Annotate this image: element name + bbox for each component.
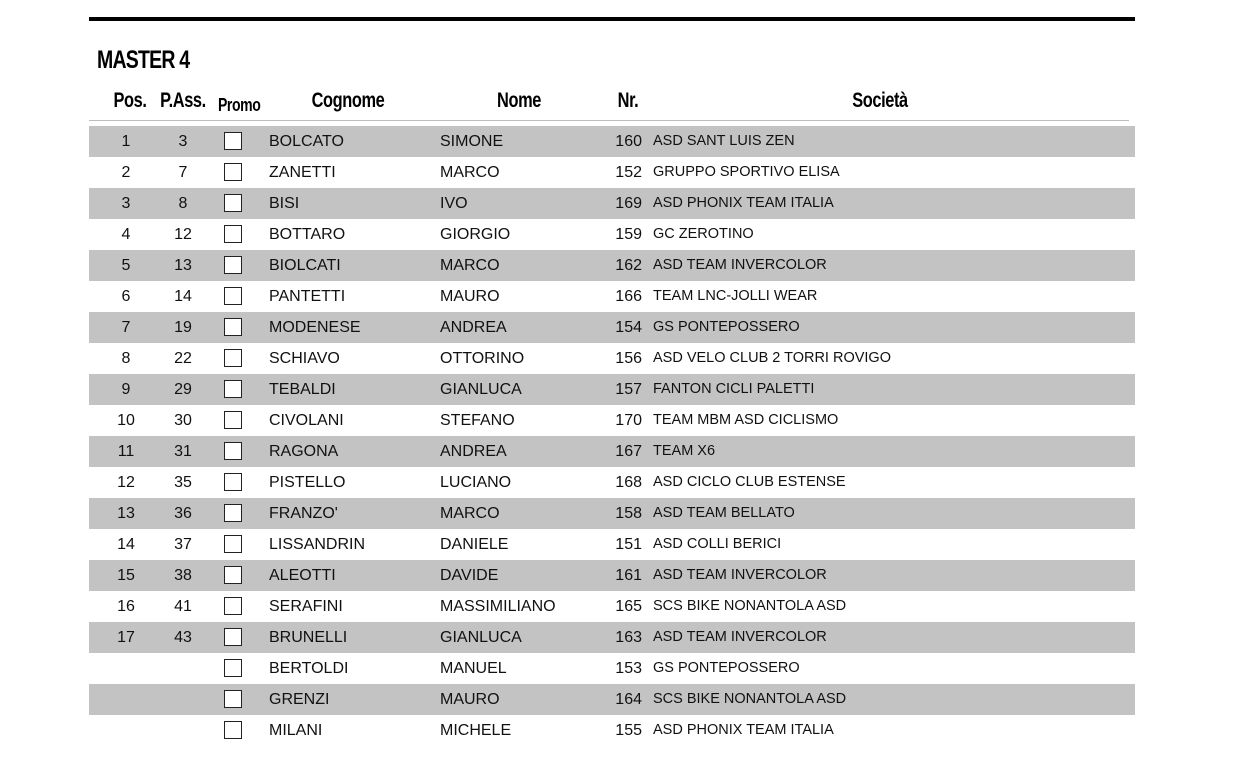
name-cell: GIANLUCA	[440, 629, 522, 646]
assoluto-position-cell	[163, 715, 203, 746]
name-cell: STEFANO	[440, 412, 515, 429]
header-cognome: Cognome	[311, 89, 385, 112]
surname-cell: ZANETTI	[269, 164, 336, 181]
bib-number-cell: 157	[615, 381, 642, 398]
team-cell: TEAM X6	[653, 443, 716, 459]
surname-cell: RAGONA	[269, 443, 339, 460]
bib-number-cell: 156	[615, 350, 642, 367]
team-cell: GS PONTEPOSSERO	[653, 319, 800, 335]
position-cell	[106, 653, 146, 684]
promo-checkbox[interactable]	[224, 225, 242, 243]
name-cell: MARCO	[440, 164, 500, 181]
position-cell	[106, 684, 146, 715]
assoluto-position-cell: 36	[174, 505, 192, 522]
table-row	[89, 591, 1135, 622]
name-cell: MARCO	[440, 257, 500, 274]
table-row	[89, 281, 1135, 312]
bib-number-cell: 162	[615, 257, 642, 274]
surname-cell: PISTELLO	[269, 474, 346, 491]
team-cell: SCS BIKE NONANTOLA ASD	[653, 598, 847, 614]
surname-cell: BOTTARO	[269, 226, 346, 243]
promo-checkbox[interactable]	[224, 163, 242, 181]
assoluto-position-cell: 41	[174, 598, 192, 615]
name-cell: DANIELE	[440, 536, 509, 553]
category-title: MASTER 4	[97, 46, 190, 74]
surname-cell: BISI	[269, 195, 300, 212]
team-cell: ASD VELO CLUB 2 TORRI ROVIGO	[653, 350, 891, 366]
table-row	[89, 126, 1135, 157]
name-cell: SIMONE	[440, 133, 504, 150]
surname-cell: PANTETTI	[269, 288, 346, 305]
team-cell: ASD PHONIX TEAM ITALIA	[653, 722, 834, 738]
name-cell: MICHELE	[440, 722, 512, 739]
promo-checkbox[interactable]	[224, 256, 242, 274]
header-nr: Nr.	[617, 89, 639, 112]
name-cell: DAVIDE	[440, 567, 499, 584]
team-cell: ASD TEAM INVERCOLOR	[653, 567, 827, 583]
name-cell: LUCIANO	[440, 474, 512, 491]
position-cell: 2	[121, 164, 131, 181]
team-cell: GS PONTEPOSSERO	[653, 660, 800, 676]
assoluto-position-cell: 12	[174, 226, 192, 243]
name-cell: MARCO	[440, 505, 500, 522]
table-row	[89, 498, 1135, 529]
table-row	[89, 715, 1135, 746]
table-row	[89, 188, 1135, 219]
name-cell: MAURO	[440, 288, 500, 305]
assoluto-position-cell	[163, 684, 203, 715]
top-rule	[89, 17, 1135, 21]
position-cell: 7	[121, 319, 131, 336]
bib-number-cell: 160	[615, 133, 642, 150]
assoluto-position-cell: 19	[174, 319, 192, 336]
name-cell: MASSIMILIANO	[440, 598, 556, 615]
name-cell: MANUEL	[440, 660, 507, 677]
assoluto-position-cell: 14	[174, 288, 192, 305]
team-cell: ASD CICLO CLUB ESTENSE	[653, 474, 846, 490]
assoluto-position-cell: 29	[174, 381, 192, 398]
surname-cell: GRENZI	[269, 691, 330, 708]
promo-checkbox[interactable]	[224, 659, 242, 677]
surname-cell: LISSANDRIN	[269, 536, 366, 553]
table-row	[89, 312, 1135, 343]
surname-cell: CIVOLANI	[269, 412, 344, 429]
assoluto-position-cell	[163, 653, 203, 684]
team-cell: SCS BIKE NONANTOLA ASD	[653, 691, 847, 707]
assoluto-position-cell: 43	[174, 629, 192, 646]
position-cell	[106, 715, 146, 746]
table-row	[89, 622, 1135, 653]
team-cell: GC ZEROTINO	[653, 226, 754, 242]
position-cell: 8	[121, 350, 131, 367]
bib-number-cell: 161	[615, 567, 642, 584]
bib-number-cell: 166	[615, 288, 642, 305]
surname-cell: SCHIAVO	[269, 350, 340, 367]
bib-number-cell: 159	[615, 226, 642, 243]
team-cell: ASD TEAM INVERCOLOR	[653, 257, 827, 273]
header-pass: P.Ass.	[160, 89, 206, 112]
bib-number-cell: 163	[615, 629, 642, 646]
name-cell: GIANLUCA	[440, 381, 522, 398]
header-promo: Promo	[217, 95, 261, 115]
bib-number-cell: 151	[615, 536, 642, 553]
assoluto-position-cell: 30	[174, 412, 192, 429]
team-cell: TEAM MBM ASD CICLISMO	[653, 412, 839, 428]
team-cell: ASD TEAM INVERCOLOR	[653, 629, 827, 645]
bib-number-cell: 167	[615, 443, 642, 460]
team-cell: FANTON CICLI PALETTI	[653, 381, 815, 397]
assoluto-position-cell: 7	[178, 164, 188, 181]
table-row	[89, 653, 1135, 684]
table-row	[89, 219, 1135, 250]
assoluto-position-cell: 37	[174, 536, 192, 553]
assoluto-position-cell: 8	[178, 195, 188, 212]
position-cell: 9	[121, 381, 131, 398]
surname-cell: BIOLCATI	[269, 257, 341, 274]
header-divider	[89, 120, 1129, 121]
assoluto-position-cell: 3	[178, 133, 188, 150]
surname-cell: BOLCATO	[269, 133, 344, 150]
assoluto-position-cell: 35	[174, 474, 192, 491]
bib-number-cell: 169	[615, 195, 642, 212]
promo-checkbox[interactable]	[224, 380, 242, 398]
team-cell: ASD SANT LUIS ZEN	[653, 133, 795, 149]
promo-checkbox[interactable]	[224, 535, 242, 553]
surname-cell: BRUNELLI	[269, 629, 348, 646]
table-row	[89, 529, 1135, 560]
team-cell: ASD TEAM BELLATO	[653, 505, 795, 521]
assoluto-position-cell: 13	[174, 257, 192, 274]
bib-number-cell: 164	[615, 691, 642, 708]
surname-cell: MILANI	[269, 722, 323, 739]
name-cell: ANDREA	[440, 443, 507, 460]
position-cell: 3	[121, 195, 131, 212]
assoluto-position-cell: 38	[174, 567, 192, 584]
bib-number-cell: 165	[615, 598, 642, 615]
promo-checkbox[interactable]	[224, 349, 242, 367]
team-cell: ASD COLLI BERICI	[653, 536, 782, 552]
table-row	[89, 374, 1135, 405]
promo-checkbox[interactable]	[224, 473, 242, 491]
bib-number-cell: 168	[615, 474, 642, 491]
position-cell: 13	[117, 505, 135, 522]
team-cell: ASD PHONIX TEAM ITALIA	[653, 195, 834, 211]
bib-number-cell: 158	[615, 505, 642, 522]
position-cell: 12	[117, 474, 135, 491]
name-cell: MAURO	[440, 691, 500, 708]
position-cell: 17	[117, 629, 135, 646]
table-row	[89, 405, 1135, 436]
table-row	[89, 467, 1135, 498]
surname-cell: BERTOLDI	[269, 660, 349, 677]
header-societa: Società	[852, 89, 908, 112]
position-cell: 1	[121, 133, 131, 150]
promo-checkbox[interactable]	[224, 597, 242, 615]
assoluto-position-cell: 22	[174, 350, 192, 367]
surname-cell: SERAFINI	[269, 598, 343, 615]
table-row	[89, 560, 1135, 591]
bib-number-cell: 170	[615, 412, 642, 429]
promo-checkbox[interactable]	[224, 194, 242, 212]
position-cell: 4	[121, 226, 131, 243]
surname-cell: FRANZO'	[269, 505, 338, 522]
position-cell: 5	[121, 257, 131, 274]
promo-checkbox[interactable]	[224, 442, 242, 460]
position-cell: 10	[117, 412, 135, 429]
surname-cell: ALEOTTI	[269, 567, 336, 584]
bib-number-cell: 155	[615, 722, 642, 739]
surname-cell: TEBALDI	[269, 381, 336, 398]
promo-checkbox[interactable]	[224, 504, 242, 522]
promo-checkbox[interactable]	[224, 318, 242, 336]
promo-checkbox[interactable]	[224, 411, 242, 429]
table-row	[89, 436, 1135, 467]
bib-number-cell: 154	[615, 319, 642, 336]
position-cell: 16	[117, 598, 135, 615]
position-cell: 11	[117, 443, 135, 460]
name-cell: GIORGIO	[440, 226, 511, 243]
name-cell: ANDREA	[440, 319, 507, 336]
team-cell: TEAM LNC-JOLLI WEAR	[653, 288, 818, 304]
position-cell: 15	[117, 567, 135, 584]
promo-checkbox[interactable]	[224, 628, 242, 646]
promo-checkbox[interactable]	[224, 287, 242, 305]
position-cell: 14	[117, 536, 135, 553]
assoluto-position-cell: 31	[174, 443, 192, 460]
promo-checkbox[interactable]	[224, 132, 242, 150]
header-nome: Nome	[497, 89, 541, 112]
table-row	[89, 343, 1135, 374]
position-cell: 6	[121, 288, 131, 305]
table-row	[89, 157, 1135, 188]
results-table	[89, 126, 1135, 746]
bib-number-cell: 152	[615, 164, 642, 181]
bib-number-cell: 153	[615, 660, 642, 677]
name-cell: IVO	[440, 195, 468, 212]
table-row	[89, 684, 1135, 715]
surname-cell: MODENESE	[269, 319, 361, 336]
promo-checkbox[interactable]	[224, 690, 242, 708]
promo-checkbox[interactable]	[224, 566, 242, 584]
team-cell: GRUPPO SPORTIVO ELISA	[653, 164, 840, 180]
table-row	[89, 250, 1135, 281]
name-cell: OTTORINO	[440, 350, 525, 367]
header-pos: Pos.	[113, 89, 147, 112]
promo-checkbox[interactable]	[224, 721, 242, 739]
